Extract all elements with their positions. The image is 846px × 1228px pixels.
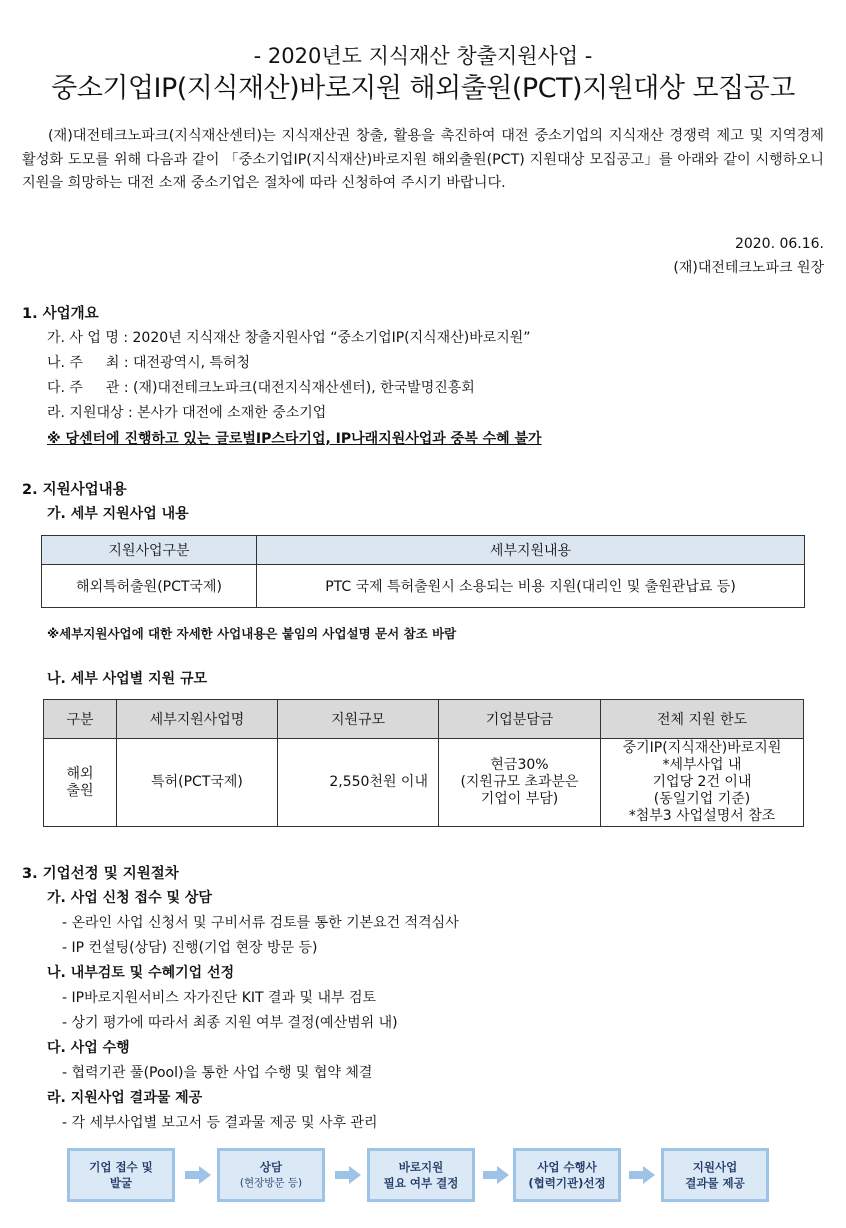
flow-step: 기업 접수 및 발굴 — [67, 1148, 175, 1202]
section3-item: - 각 세부사업별 보고서 등 결과물 제공 및 사후 관리 — [62, 1115, 378, 1131]
table-header: 세부지원내용 — [257, 536, 805, 565]
table-header: 지원규모 — [278, 700, 439, 739]
table-cell-scale: 2,550천원 이내 — [278, 739, 439, 827]
section1-note: ※ 당센터에 진행하고 있는 글로벌IP스타기업, IP나래지원사업과 중복 수혜 불가 — [47, 431, 542, 447]
notice-date: 2020. 06.16. — [734, 236, 824, 252]
section3-item: - 상기 평가에 따라서 최종 지원 여부 결정(예산범위 내) — [62, 1015, 398, 1031]
section3-item: - 온라인 사업 신청서 및 구비서류 검토를 통한 기본요건 적격심사 — [62, 915, 459, 931]
page-title: 중소기업IP(지식재산)바로지원 해외출원(PCT)지원대상 모집공고 — [51, 73, 795, 104]
table-cell-category: 해외 출원 — [44, 739, 117, 827]
section3-a-title: 가. 사업 신청 접수 및 상담 — [47, 890, 212, 906]
section3-item: - IP 컨설팅(상담) 진행(기업 현장 방문 등) — [62, 940, 318, 956]
arrow-right-icon — [335, 1166, 361, 1184]
section1-heading: 1. 사업개요 — [22, 306, 99, 322]
section1-item: 라. 지원대상 : 본사가 대전에 소재한 중소기업 — [47, 405, 327, 421]
table-header: 전체 지원 한도 — [601, 700, 804, 739]
table-header: 지원사업구분 — [42, 536, 257, 565]
issuer: (재)대전테크노파크 원장 — [673, 259, 824, 276]
subtitle: - 2020년도 지식재산 창출지원사업 - — [253, 44, 593, 68]
table-cell-limit: 중기IP(지식재산)바로지원 *세부사업 내 기업당 2건 이내 (동일기업 기준) *첨부3 사업설명서 참조 — [601, 739, 804, 827]
section3-d-title: 라. 지원사업 결과물 제공 — [47, 1090, 203, 1106]
section3-item: - 협력기관 풀(Pool)을 통한 사업 수행 및 협약 체결 — [62, 1065, 373, 1081]
section1-item: 나. 주 최 : 대전광역시, 특허청 — [47, 355, 251, 371]
flow-step: 지원사업 결과물 제공 — [661, 1148, 769, 1202]
support-scale-table — [43, 699, 804, 827]
support-content-table — [41, 535, 805, 608]
section3-heading: 3. 기업선정 및 지원절차 — [22, 866, 179, 882]
arrow-right-icon — [629, 1166, 655, 1184]
section1-item: 다. 주 관 : (재)대전테크노파크(대전지식재산센터), 한국발명진흥회 — [47, 380, 475, 396]
section2-sub-a: 가. 세부 지원사업 내용 — [47, 506, 189, 522]
table-header: 기업분담금 — [439, 700, 601, 739]
process-flow — [67, 1148, 777, 1204]
table-cell: 해외특허출원(PCT국제) — [42, 565, 257, 608]
flow-step: 상담 (현장방문 등) — [217, 1148, 325, 1202]
section3-b-title: 나. 내부검토 및 수혜기업 선정 — [47, 965, 235, 981]
table-header: 구분 — [44, 700, 117, 739]
intro-paragraph: (재)대전테크노파크(지식재산센터)는 지식재산권 창출, 활용을 촉진하여 대전 중소기업의 지식재산 경쟁력 제고 및 지역경제 활성화 도모를 위해 다음과 같이 「중소기업IP(지식재산)바로지원 해외출원(PCT) 지원대상 모집공고」를 아래와 같이 시행하오니 지원을 희망하는 대전 소재 중소기업은 절차에 따라 신청하여 주시기 바랍니다. — [22, 128, 824, 191]
section2-note: ※세부지원사업에 대한 자세한 사업내용은 붙임의 사업설명 문서 참조 바람 — [47, 626, 457, 641]
section2-sub-b: 나. 세부 사업별 지원 규모 — [47, 671, 208, 687]
table-header: 세부지원사업명 — [117, 700, 278, 739]
section3-c-title: 다. 사업 수행 — [47, 1040, 130, 1056]
section2-heading: 2. 지원사업내용 — [22, 482, 127, 498]
section1-item: 가. 사 업 명 : 2020년 지식재산 창출지원사업 “중소기업IP(지식재산)바로지원” — [47, 330, 531, 346]
table-cell: PTC 국제 특허출원시 소용되는 비용 지원(대리인 및 출원관납료 등) — [257, 565, 805, 608]
signature-block — [673, 233, 824, 280]
arrow-right-icon — [185, 1166, 211, 1184]
table-cell-share: 현금30% (지원규모 초과분은 기업이 부담) — [439, 739, 601, 827]
table-cell-name: 특허(PCT국제) — [117, 739, 278, 827]
flow-step: 사업 수행사 (협력기관)선정 — [513, 1148, 621, 1202]
flow-step: 바로지원 필요 여부 결정 — [367, 1148, 475, 1202]
arrow-right-icon — [483, 1166, 509, 1184]
section3-item: - IP바로지원서비스 자가진단 KIT 결과 및 내부 검토 — [62, 990, 377, 1006]
